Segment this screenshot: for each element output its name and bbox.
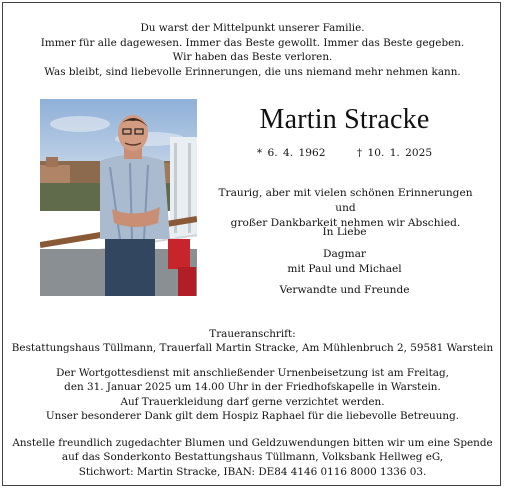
- mourner-name: Verwandte und Freunde: [279, 283, 410, 296]
- mourner-name: mit Paul und Michael: [287, 263, 402, 275]
- address-text: Bestattungshaus Tüllmann, Trauerfall Martin Stracke, Am Mühlenbruch 2, 59581 Warstein: [11, 342, 494, 355]
- poem-line: Was bleibt, sind liebevolle Erinnerungen, die uns niemand mehr nehmen kann.: [44, 65, 461, 78]
- mourners: [217, 225, 472, 298]
- service-block: [3, 366, 502, 424]
- address-label: Traueranschrift:: [209, 328, 296, 340]
- service-line: Der Wortgottesdienst mit anschließender Urnenbeisetzung ist am Freitag,: [56, 367, 449, 379]
- birth-date: * 6. 4. 1962: [256, 147, 326, 159]
- donation-block: [3, 436, 502, 479]
- service-line: den 31. Januar 2025 um 14.00 Uhr in der Friedhofskapelle in Warstein.: [64, 381, 441, 394]
- obituary-frame: [2, 2, 501, 486]
- donation-line: auf das Sonderkonto Bestattungshaus Tüllmann, Volksbank Hellweg eG,: [61, 451, 444, 464]
- address-block: [3, 327, 502, 356]
- death-date: † 10. 1. 2025: [356, 147, 433, 159]
- poem-line: Immer für alle dagewesen. Immer das Beste gewollt. Immer das Beste gegeben.: [40, 36, 465, 49]
- mourner-name: Dagmar: [322, 247, 367, 260]
- poem: [3, 21, 502, 79]
- donation-line: Anstelle freundlich zugedachter Blumen und Geldzuwendungen bitten wir um eine Spende: [12, 437, 493, 449]
- farewell-line: großer Dankbarkeit nehmen wir Abschied.: [230, 217, 461, 229]
- mourners-intro: In Liebe: [322, 226, 367, 238]
- poem-line: Wir haben das Beste verloren.: [172, 51, 333, 64]
- service-line: Unser besonderer Dank gilt dem Hospiz Raphael für die liebevolle Betreuung.: [45, 410, 460, 423]
- portrait-photo: [40, 99, 197, 296]
- poem-line: Du warst der Mittelpunkt unserer Familie.: [140, 22, 365, 34]
- donation-line: Stichwort: Martin Stracke, IBAN: DE84 4146 0116 8000 1336 03.: [78, 465, 427, 478]
- farewell-line: Traurig, aber mit vielen schönen Erinnerungen und: [218, 187, 473, 214]
- service-line: Auf Trauerkleidung darf gerne verzichtet werden.: [120, 395, 385, 408]
- deceased-name: Martin Stracke: [259, 104, 430, 135]
- life-dates: [217, 147, 472, 159]
